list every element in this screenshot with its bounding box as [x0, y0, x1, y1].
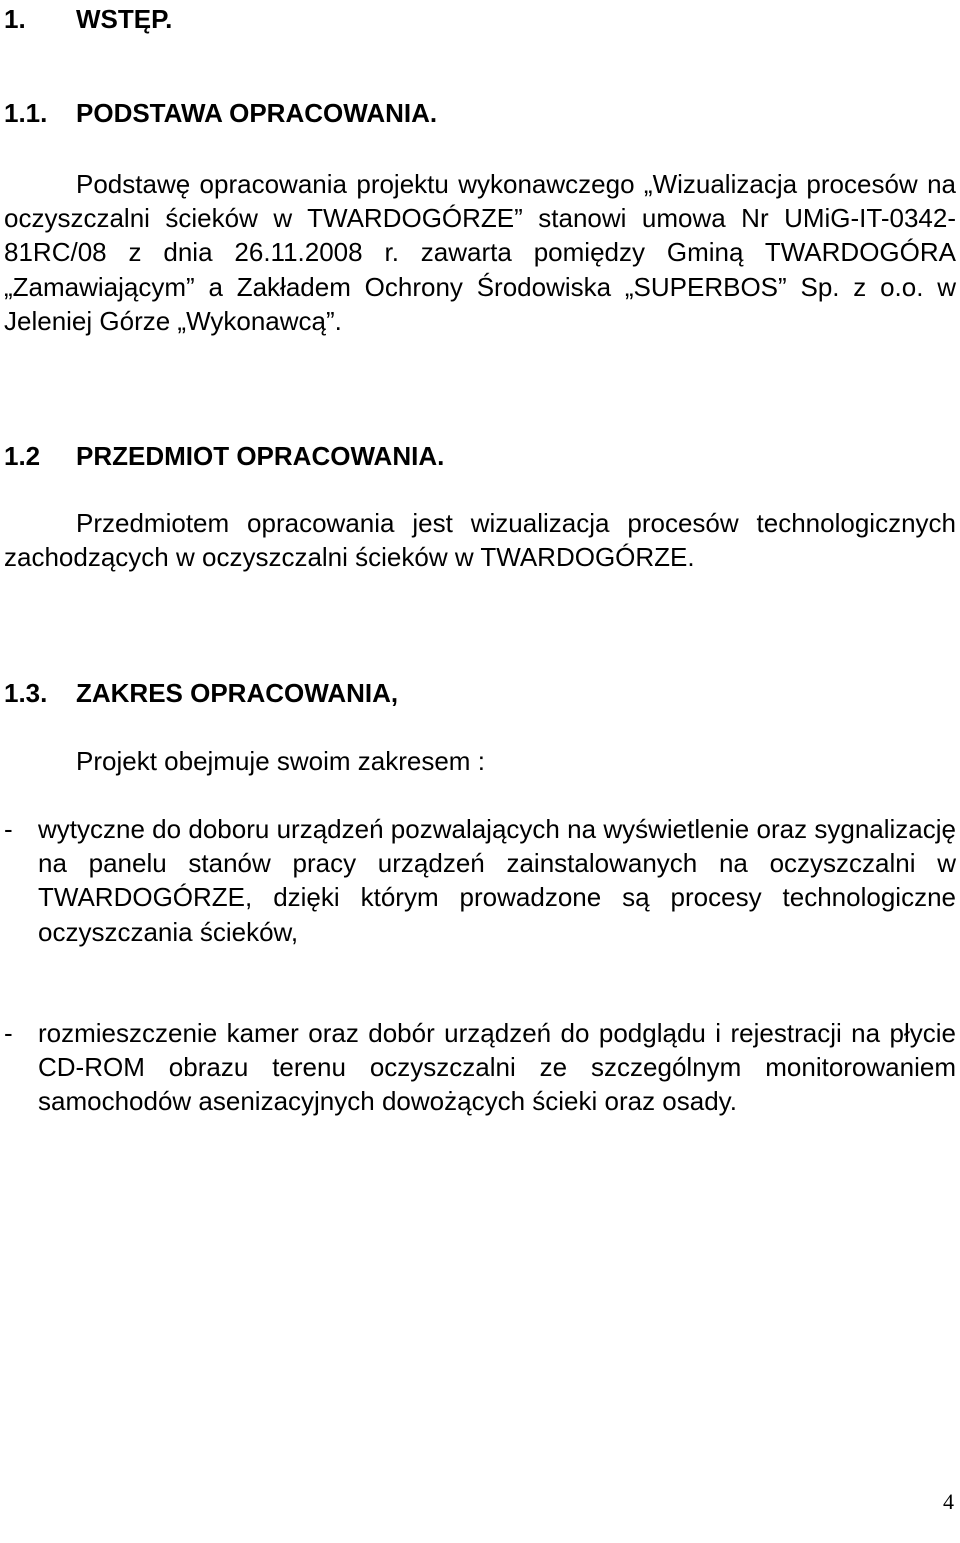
list-dash: - [4, 814, 13, 844]
section-number: 1.3. [4, 678, 48, 708]
list-item [4, 812, 956, 949]
list-dash: - [4, 1018, 13, 1048]
list-item-text: wytyczne do doboru urządzeń pozwalających na wyświetlenie oraz sygnalizację na panelu stanów pracy urządzeń zainstalowanych na oczyszczalni w TWARDOGÓRZE, dzięki którym prowadzone są procesy technologiczne oczyszczania ścieków, [38, 814, 956, 947]
section-number: 1.2 [4, 441, 41, 471]
section-title: PODSTAWA OPRACOWANIA. [76, 98, 438, 128]
section-number: 1. [4, 4, 26, 34]
section-title: ZAKRES OPRACOWANIA, [76, 678, 399, 708]
section-heading-intro [4, 2, 172, 36]
paragraph-text: Podstawę opracowania projektu wykonawczego „Wizualizacja procesów na oczyszczalni ścieków w TWARDOGÓRZE” stanowi umowa Nr UMiG-IT-0342-81RC/08 z dnia 26.11.2008 r. zawarta pomiędzy Gminą TWARDOGÓRA „Zamawiającym” a Zakładem Ochrony Środowiska „SUPERBOS” Sp. z o.o. w Jeleniej Górze „Wykonawcą”. [4, 169, 956, 336]
basis-paragraph [4, 167, 956, 338]
section-heading-basis [4, 96, 437, 130]
section-heading-scope [4, 676, 398, 710]
scope-lead-text: Projekt obejmuje swoim zakresem : [76, 746, 485, 776]
section-title: PRZEDMIOT OPRACOWANIA. [76, 441, 445, 471]
section-heading-subject [4, 439, 444, 473]
paragraph-text: Przedmiotem opracowania jest wizualizacja procesów technologicznych zachodzących w oczyszczalni ścieków w TWARDOGÓRZE. [4, 508, 956, 573]
page-number: 4 [943, 1489, 954, 1514]
section-title: WSTĘP. [76, 4, 173, 34]
subject-paragraph [4, 506, 956, 574]
section-number: 1.1. [4, 98, 48, 128]
list-item-text: rozmieszczenie kamer oraz dobór urządzeń do podglądu i rejestracji na płycie CD-ROM obrazu terenu oczyszczalni ze szczególnym monitorowaniem samochodów asenizacyjnych dowożących ścieki oraz osady. [38, 1018, 956, 1117]
list-item [4, 1016, 956, 1119]
